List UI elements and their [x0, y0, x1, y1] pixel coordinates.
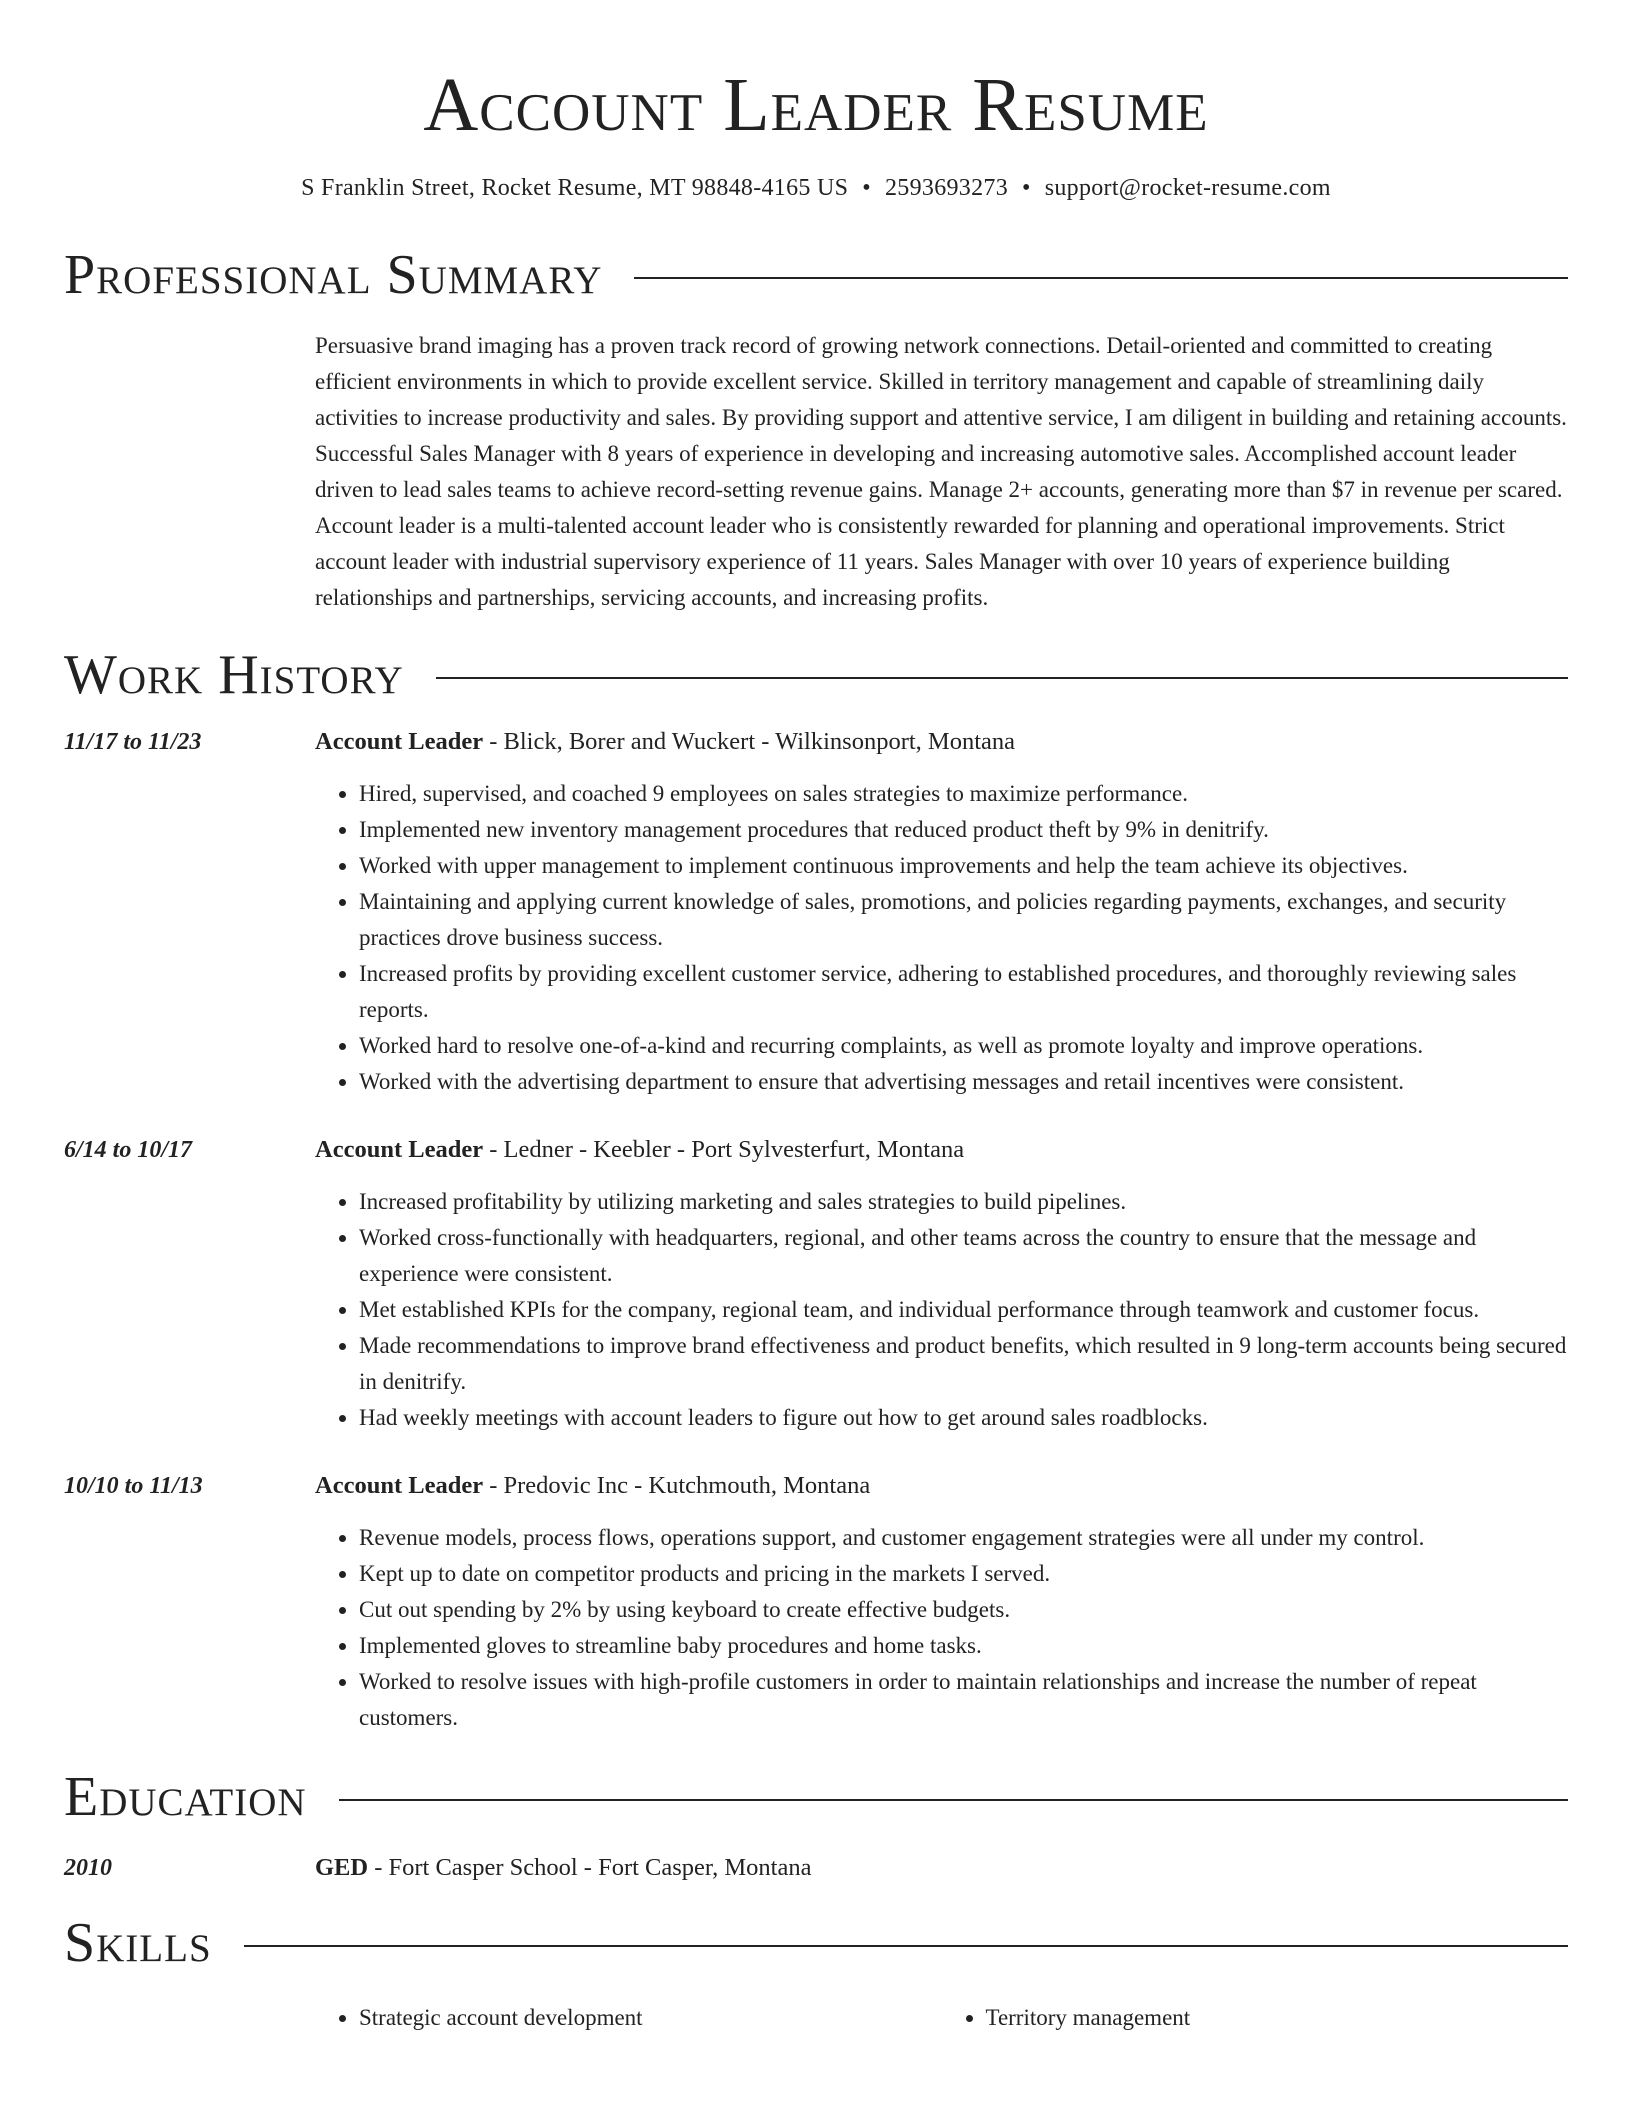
resume-page	[64, 0, 1568, 2036]
summary-text: Persuasive brand imaging has a proven track record of growing network connections. Detail-oriented and committed to creating efficient environments in which to provide excellent service. Skilled in territory management and capable of streamlining daily activities to increase productivity and sales. By providing support and attentive service, I am diligent in building and retaining accounts. Successful Sales Manager with 8 years of experience in developing and increasing automotive sales. Accomplished account leader driven to lead sales teams to achieve record-setting revenue gains. Manage 2+ accounts, generating more than $7 in revenue per scared. Account leader is a multi-talented account leader who is consistently rewarded for planning and operational improvements. Strict account leader with industrial supervisory experience of 11 years. Sales Manager with over 10 years of experience building relationships and partnerships, servicing accounts, and increasing profits.	[315, 333, 1567, 610]
skills-list	[315, 2000, 1568, 2036]
skills-column-left	[315, 2000, 942, 2036]
list-item: • Implemented gloves to streamline baby procedures and home tasks.	[359, 1628, 1568, 1664]
education-entry	[64, 1850, 1568, 1886]
job-dates: 6/14 to 10/17	[64, 1137, 193, 1163]
section-header-skills	[64, 1908, 1568, 1978]
section-divider	[436, 677, 1568, 679]
education-degree: GED	[315, 1854, 369, 1881]
job-role: Account Leader	[315, 1136, 484, 1163]
list-item: • Worked with the advertising department to ensure that advertising messages and retail incentives were consistent.	[359, 1064, 1568, 1100]
section-title-education: Education	[64, 1766, 307, 1828]
section-title-work: Work History	[64, 644, 404, 706]
list-item: • Worked cross-functionally with headquarters, regional, and other teams across the country to ensure that the message and experience were consistent.	[359, 1220, 1568, 1292]
section-header-education	[64, 1762, 1568, 1832]
list-item: • Had weekly meetings with account leaders to figure out how to get around sales roadblocks.	[359, 1400, 1568, 1436]
job-details: - Ledner - Keebler - Port Sylvesterfurt, Montana	[483, 1136, 965, 1163]
job-role: Account Leader	[315, 728, 484, 755]
skills-column-right	[942, 2000, 1569, 2036]
section-title-skills: Skills	[64, 1912, 212, 1974]
section-divider	[339, 1799, 1568, 1801]
job-dates: 10/10 to 11/13	[64, 1473, 203, 1499]
skill-item: • Strategic account development	[359, 2000, 942, 2036]
contact-separator: •	[1022, 175, 1031, 201]
job-entry	[64, 1468, 1568, 1736]
job-role: Account Leader	[315, 1472, 484, 1499]
resume-title: Account Leader Resume	[423, 63, 1209, 147]
list-item: • Increased profits by providing excellent customer service, adhering to established procedures, and thoroughly reviewing sales reports.	[359, 956, 1568, 1028]
list-item: • Worked with upper management to implement continuous improvements and help the team achieve its objectives.	[359, 848, 1568, 884]
list-item: • Maintaining and applying current knowledge of sales, promotions, and policies regarding payments, exchanges, and security practices drove business success.	[359, 884, 1568, 956]
list-item: • Increased profitability by utilizing marketing and sales strategies to build pipelines.	[359, 1184, 1568, 1220]
job-bullets	[315, 776, 1568, 1100]
job-entry	[64, 1132, 1568, 1436]
job-bullets	[315, 1520, 1568, 1736]
job-details: - Blick, Borer and Wuckert - Wilkinsonport, Montana	[483, 728, 1016, 755]
section-divider	[244, 1945, 1568, 1947]
list-item: • Met established KPIs for the company, regional team, and individual performance through teamwork and customer focus.	[359, 1292, 1568, 1328]
job-bullets	[315, 1184, 1568, 1436]
contact-address: S Franklin Street, Rocket Resume, MT 98848-4165 US	[301, 175, 849, 201]
job-heading	[315, 724, 1568, 760]
contact-phone: 2593693273	[885, 175, 1008, 201]
contact-email: support@rocket-resume.com	[1044, 175, 1331, 201]
list-item: • Made recommendations to improve brand effectiveness and product benefits, which resulted in 9 long-term accounts being secured in denitrify.	[359, 1328, 1568, 1400]
job-details: - Predovic Inc - Kutchmouth, Montana	[483, 1472, 871, 1499]
list-item: • Worked hard to resolve one-of-a-kind and recurring complaints, as well as promote loyalty and improve operations.	[359, 1028, 1568, 1064]
list-item: • Revenue models, process flows, operations support, and customer engagement strategies were all under my control.	[359, 1520, 1568, 1556]
contact-line	[64, 172, 1568, 204]
skill-item: • Territory management	[986, 2000, 1569, 2036]
list-item: • Cut out spending by 2% by using keyboard to create effective budgets.	[359, 1592, 1568, 1628]
list-item: • Kept up to date on competitor products and pricing in the markets I served.	[359, 1556, 1568, 1592]
section-title-summary: Professional Summary	[64, 244, 603, 306]
job-dates: 11/17 to 11/23	[64, 729, 202, 755]
list-item: • Implemented new inventory management procedures that reduced product theft by 9% in denitrify.	[359, 812, 1568, 848]
list-item: • Worked to resolve issues with high-profile customers in order to maintain relationships and increase the number of repeat customers.	[359, 1664, 1568, 1736]
job-entry	[64, 724, 1568, 1100]
education-year: 2010	[64, 1855, 112, 1881]
job-heading	[315, 1132, 1568, 1168]
section-header-summary	[64, 240, 1568, 310]
section-divider	[634, 277, 1568, 279]
education-heading	[315, 1850, 1568, 1886]
section-header-work	[64, 640, 1568, 710]
contact-separator: •	[862, 175, 871, 201]
job-heading	[315, 1468, 1568, 1504]
list-item: • Hired, supervised, and coached 9 employees on sales strategies to maximize performance.	[359, 776, 1568, 812]
education-details: - Fort Casper School - Fort Casper, Montana	[368, 1854, 812, 1881]
